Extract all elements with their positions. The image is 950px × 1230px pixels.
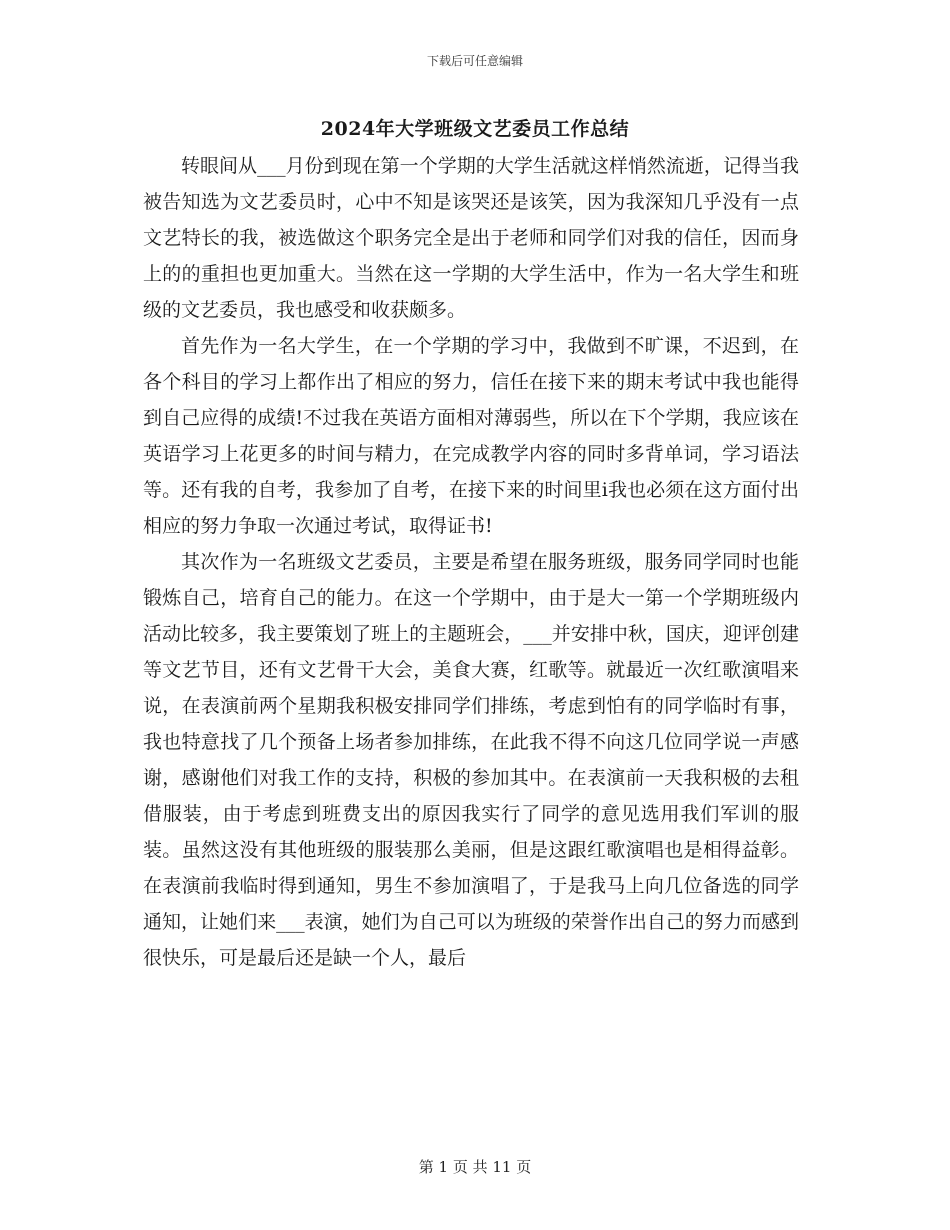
- paragraph-3: 其次作为一名班级文艺委员，主要是希望在服务班级，服务同学同时也能锻炼自己，培育自己的能力。在这一个学期中，由于是大一第一个学期班级内活动比较多，我主要策划了班上的主题班会，___并安排中秋，国庆，迎评创建等文艺节目，还有文艺骨干大会，美食大赛，红歌等。就最近一次红歌演唱来说，在表演前两个星期我积极安排同学们排练，考虑到怕有的同学临时有事，我也特意找了几个预备上场者参加排练，在此我不得不向这几位同学说一声感谢，感谢他们对我工作的支持，积极的参加其中。在表演前一天我积极的去租借服装，由于考虑到班费支出的原因我实行了同学的意见选用我们军训的服装。虽然这没有其他班级的服装那么美丽，但是这跟红歌演唱也是相得益彰。在表演前我临时得到通知，男生不参加演唱了，于是我马上向几位备选的同学通知，让她们来___表演，她们为自己可以为班级的荣誉作出自己的努力而感到很快乐，可是最后还是缺一个人，最后: [143, 551, 799, 969]
- page-number: 第 1 页 共 11 页: [418, 1158, 532, 1176]
- paragraph-2: 首先作为一名大学生，在一个学期的学习中，我做到不旷课，不迟到，在各个科目的学习上都作出了相应的努力，信任在接下来的期末考试中我也能得到自己应得的成绩!不过我在英语方面相对薄弱些，所以在下个学期，我应该在英语学习上花更多的时间与精力，在完成教学内容的同时多背单词，学习语法等。还有我的自考，我参加了自考，在接下来的时间里i我也必须在这方面付出相应的努力争取一次通过考试，取得证书!: [143, 335, 799, 537]
- document-body: [143, 148, 799, 976]
- page-header-note: 下载后可任意编辑: [426, 54, 523, 68]
- document-title: 2024年大学班级文艺委员工作总结: [320, 118, 630, 140]
- paragraph-1: 转眼间从___月份到现在第一个学期的大学生活就这样悄然流逝，记得当我被告知选为文艺委员时，心中不知是该哭还是该笑，因为我深知几乎没有一点文艺特长的我，被选做这个职务完全是出于老师和同学们对我的信任，因而身上的的重担也更加重大。当然在这一学期的大学生活中，作为一名大学生和班级的文艺委员，我也感受和收获颇多。: [143, 155, 799, 321]
